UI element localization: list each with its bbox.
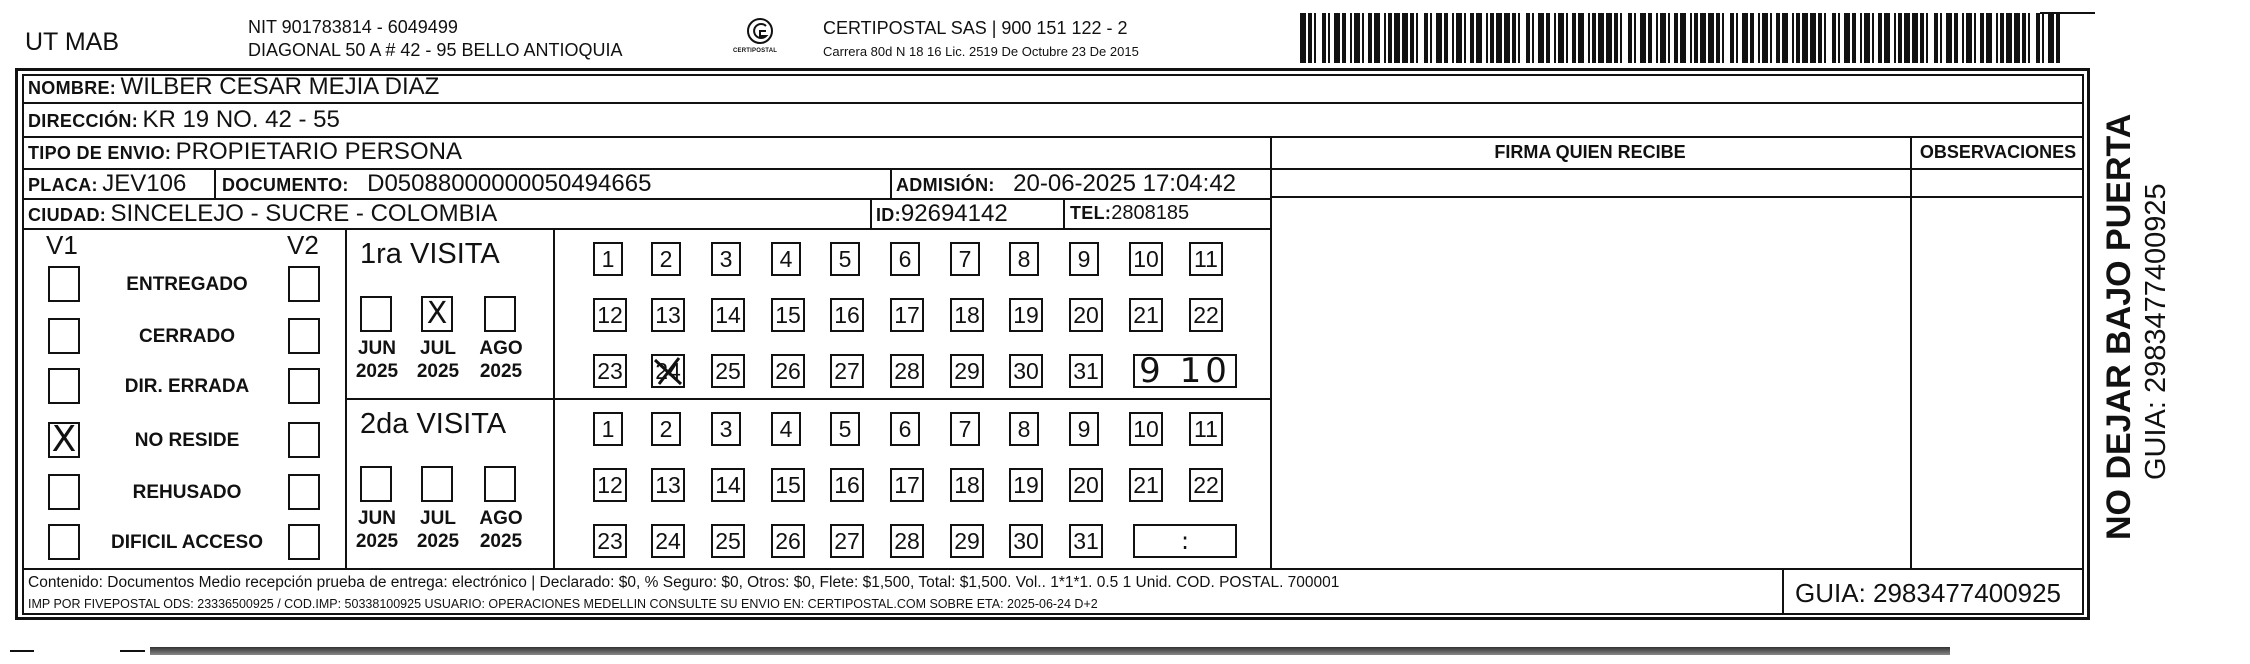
day-box[interactable]: 17: [890, 468, 924, 502]
barcode-bar: [1554, 13, 1556, 63]
barcode-bar: [1716, 13, 1720, 63]
day-box[interactable]: 5: [830, 242, 860, 276]
barcode-bar: [1852, 13, 1856, 63]
day-box[interactable]: 13: [651, 468, 685, 502]
day-box[interactable]: 15: [771, 298, 805, 332]
month-year: 2025: [479, 531, 523, 552]
barcode-bar: [1782, 13, 1788, 63]
content-line: Contenido: Documentos Medio recepción prueba de entrega: electrónico | Declarado: $0, % Seguro: $0, Otros: $0, Flete: $1,500, Total: $1,500. Vol.. 1*1*1. 0.5 1 Unid. COD. POSTAL. 700001: [28, 574, 1340, 591]
barcode-bar: [1898, 13, 1902, 63]
barcode-bar: [1954, 13, 1958, 63]
day-box[interactable]: 20: [1069, 468, 1103, 502]
barcode-bar: [1894, 13, 1896, 63]
status-option-label: CERRADO: [138, 326, 236, 347]
barcode-bar: [1572, 13, 1576, 63]
barcode-bar: [1526, 13, 1530, 63]
day-box[interactable]: 16: [830, 298, 864, 332]
day-box[interactable]: 26: [771, 354, 805, 388]
barcode-bar: [1476, 13, 1482, 63]
barcode-bar: [2000, 13, 2004, 63]
footer-guide: GUIA: 2983477400925: [1795, 578, 2061, 608]
barcode-bar: [1934, 13, 1938, 63]
barcode-bar: [1620, 13, 1622, 63]
barcode-bar: [1578, 13, 1584, 63]
barcode-bar: [1634, 13, 1636, 63]
company-nit: NIT 901783814 - 6049499: [248, 17, 458, 37]
day-box[interactable]: 27: [830, 354, 864, 388]
barcode-bar: [1708, 13, 1714, 63]
barcode-bar: [1322, 13, 1326, 63]
id-row: [876, 200, 1008, 228]
barcode-bar: [1824, 13, 1826, 63]
day-box[interactable]: 2: [651, 242, 681, 276]
barcode-bar: [1674, 13, 1678, 63]
barcode-bar: [1986, 13, 1992, 63]
day-box[interactable]: 31: [1069, 354, 1103, 388]
col-divider: [1270, 136, 1272, 568]
name-row: [28, 73, 439, 101]
month-name: JUL: [420, 508, 456, 529]
barcode-bar: [1588, 13, 1590, 63]
day-box[interactable]: 12: [593, 468, 627, 502]
signature-header: FIRMA QUIEN RECIBE: [1494, 142, 1686, 162]
day-box[interactable]: 7: [950, 412, 980, 446]
address-row: [28, 106, 340, 134]
barcode-bar: [1962, 13, 1964, 63]
plate-row: [28, 170, 186, 198]
tel-value: 2808185: [1111, 202, 1190, 224]
barcode-bar: [1362, 13, 1364, 63]
barcode-bar: [1504, 13, 1510, 63]
barcode-bar: [1444, 13, 1448, 63]
barcode-bar: [1388, 13, 1392, 63]
document-value: D05088000000050494665: [367, 170, 652, 197]
document-label: DOCUMENTO:: [222, 175, 349, 195]
status-option-label: NO RESIDE: [134, 430, 240, 451]
v2-header: V2: [287, 230, 319, 260]
day-box[interactable]: 1: [593, 242, 623, 276]
v2-checkbox[interactable]: [288, 422, 320, 458]
barcode-bar: [1334, 13, 1340, 63]
day-box[interactable]: 28: [890, 354, 924, 388]
id-label: ID:: [876, 205, 901, 225]
barcode-bar: [1350, 13, 1352, 63]
row-divider: [22, 228, 1270, 230]
barcode-bar: [1690, 13, 1692, 63]
v2-checkbox[interactable]: [288, 474, 320, 510]
day-box[interactable]: 28: [890, 524, 924, 558]
barcode-bar: [1946, 13, 1952, 63]
month-checkbox[interactable]: [484, 466, 516, 502]
month-year: 2025: [355, 361, 399, 382]
barcode-bar: [1368, 13, 1372, 63]
day-box[interactable]: 3: [711, 242, 741, 276]
edge-mark: [10, 650, 34, 652]
barcode-bar: [1966, 13, 1972, 63]
day-box[interactable]: 25: [711, 354, 745, 388]
barcode-bar: [1410, 13, 1414, 63]
month-year: 2025: [479, 361, 523, 382]
barcode-bar: [1402, 13, 1408, 63]
barcode-bar: [1538, 13, 1544, 63]
admission-row: [896, 170, 1236, 198]
barcode-bar: [1416, 13, 1418, 63]
month-year: 2025: [416, 361, 460, 382]
carrier-license: Carrera 80d N 18 16 Lic. 2519 De Octubre 23 De 2015: [823, 44, 1139, 59]
side-panel: [2100, 90, 2220, 550]
col-divider: [890, 168, 892, 198]
day-box[interactable]: 8: [1009, 412, 1039, 446]
visit-title: 2da VISITA: [360, 408, 507, 440]
day-box[interactable]: 18: [950, 298, 984, 332]
barcode-bar: [1496, 13, 1502, 63]
day-box[interactable]: 14: [711, 468, 745, 502]
logo-text: CERTIPOSTAL: [733, 48, 778, 54]
company-name: UT MAB: [25, 28, 119, 56]
barcode-bar: [1374, 13, 1380, 63]
barcode-bar: [1844, 13, 1850, 63]
barcode-bar: [1328, 13, 1330, 63]
month-checkbox[interactable]: [360, 296, 392, 332]
time-box[interactable]: :: [1133, 524, 1237, 558]
no-under-door-warning: NO DEJAR BAJO PUERTA: [2100, 113, 2138, 540]
barcode-bar: [1512, 13, 1516, 63]
barcode-bar: [1884, 13, 1890, 63]
barcode-bar: [1792, 13, 1794, 63]
barcode-bar: [1802, 13, 1808, 63]
admission-label: ADMISIÓN:: [896, 175, 995, 195]
certipostal-logo: [730, 14, 790, 62]
barcode-bar: [2022, 13, 2026, 63]
barcode-bar: [1940, 13, 1942, 63]
tel-label: TEL:: [1070, 203, 1112, 223]
barcode-bar: [1878, 13, 1882, 63]
row-divider: [22, 102, 2084, 104]
day-mark: [651, 354, 685, 393]
col-divider: [1782, 568, 1784, 615]
barcode-bar: [1742, 13, 1748, 63]
month-name: AGO: [479, 338, 523, 359]
barcode-bar: [1648, 13, 1652, 63]
col-divider: [1910, 136, 1912, 568]
month-name: JUN: [357, 508, 396, 529]
day-box[interactable]: 26: [771, 524, 805, 558]
city-value: SINCELEJO - SUCRE - COLOMBIA: [110, 200, 498, 227]
barcode-bar: [1864, 13, 1870, 63]
barcode-bar: [1758, 13, 1760, 63]
month-year: 2025: [355, 531, 399, 552]
day-box[interactable]: 9: [1069, 242, 1099, 276]
v1-header: V1: [46, 230, 78, 260]
top-rule: [2040, 12, 2095, 14]
day-box[interactable]: 5: [830, 412, 860, 446]
status-option-label: DIR. ERRADA: [124, 376, 250, 397]
barcode-bar: [1606, 13, 1612, 63]
barcode-bar: [1558, 13, 1564, 63]
barcode-bar: [1464, 13, 1466, 63]
col-divider: [1063, 198, 1065, 228]
day-box[interactable]: 11: [1189, 412, 1223, 446]
day-box[interactable]: 19: [1009, 468, 1043, 502]
barcode-bar: [1730, 13, 1734, 63]
barcode-bar: [1314, 13, 1316, 63]
barcode-bar: [2028, 13, 2030, 63]
type-label: TIPO DE ENVIO:: [28, 143, 172, 163]
day-box[interactable]: 16: [830, 468, 864, 502]
barcode-bar: [1566, 13, 1568, 63]
barcode-bar: [2042, 13, 2044, 63]
name-label: NOMBRE:: [28, 78, 117, 98]
day-box[interactable]: 10: [1129, 242, 1163, 276]
barcode-bar: [1394, 13, 1400, 63]
barcode-bar: [1736, 13, 1738, 63]
col-divider: [870, 198, 872, 228]
barcode-bar: [1598, 13, 1604, 63]
barcode-bar: [1660, 13, 1666, 63]
barcode-bar: [1308, 13, 1312, 63]
day-box[interactable]: 18: [950, 468, 984, 502]
day-box[interactable]: 12: [593, 298, 627, 332]
barcode-bar: [2048, 13, 2054, 63]
visit-title: 1ra VISITA: [360, 238, 500, 270]
day-box[interactable]: 3: [711, 412, 741, 446]
month-name: JUN: [357, 338, 396, 359]
day-box[interactable]: 9: [1069, 412, 1099, 446]
recipient-address: KR 19 NO. 42 - 55: [142, 106, 340, 133]
month-name: JUL: [420, 338, 456, 359]
day-box[interactable]: 11: [1189, 242, 1223, 276]
barcode-bar: [1354, 13, 1360, 63]
barcode: [1300, 13, 2060, 63]
observations-header: OBSERVACIONES: [1919, 142, 2077, 162]
status-option-label: REHUSADO: [132, 482, 242, 503]
plate-label: PLACA:: [28, 175, 98, 195]
day-box[interactable]: 31: [1069, 524, 1103, 558]
barcode-bar: [1668, 13, 1670, 63]
day-box[interactable]: 29: [950, 354, 984, 388]
v2-checkbox[interactable]: [288, 318, 320, 354]
v1-checkbox[interactable]: X: [48, 422, 80, 458]
barcode-bar: [1762, 13, 1768, 63]
company-address: DIAGONAL 50 A # 42 - 95 BELLO ANTIOQUIA: [248, 40, 623, 60]
barcode-bar: [1926, 13, 1928, 63]
plate-value: JEV106: [102, 170, 187, 197]
day-box[interactable]: 27: [830, 524, 864, 558]
day-box[interactable]: 23: [593, 524, 627, 558]
day-box[interactable]: 17: [890, 298, 924, 332]
barcode-bar: [1838, 13, 1840, 63]
barcode-bar: [1342, 13, 1346, 63]
status-option-label: DIFICIL ACCESO: [110, 532, 263, 553]
edge-mark: [120, 650, 145, 652]
barcode-bar: [1486, 13, 1488, 63]
barcode-bar: [1872, 13, 1874, 63]
recipient-name: WILBER CESAR MEJIA DIAZ: [120, 73, 440, 100]
day-box[interactable]: 13: [651, 298, 685, 332]
barcode-bar: [1904, 13, 1910, 63]
day-box[interactable]: 1: [593, 412, 623, 446]
day-box[interactable]: 2: [651, 412, 681, 446]
barcode-bar: [1424, 13, 1428, 63]
barcode-bar: [2056, 13, 2060, 63]
day-box[interactable]: 4: [771, 242, 801, 276]
barcode-bar: [1770, 13, 1772, 63]
barcode-bar: [1750, 13, 1754, 63]
day-box[interactable]: 7: [950, 242, 980, 276]
v2-checkbox[interactable]: [288, 524, 320, 560]
barcode-bar: [1694, 13, 1698, 63]
city-label: CIUDAD:: [28, 205, 107, 225]
month-checkbox[interactable]: [421, 466, 453, 502]
barcode-bar: [2006, 13, 2012, 63]
day-box[interactable]: 14: [711, 298, 745, 332]
barcode-bar: [2036, 13, 2040, 63]
day-box[interactable]: 4: [771, 412, 801, 446]
day-box[interactable]: 19: [1009, 298, 1043, 332]
barcode-bar: [1974, 13, 1976, 63]
barcode-bar: [1680, 13, 1686, 63]
barcode-bar: [1656, 13, 1658, 63]
day-box[interactable]: 25: [711, 524, 745, 558]
day-box[interactable]: 15: [771, 468, 805, 502]
bottom-shadow: [150, 647, 1950, 655]
v2-checkbox[interactable]: [288, 368, 320, 404]
barcode-bar: [1436, 13, 1442, 63]
shipment-type: PROPIETARIO PERSONA: [175, 138, 462, 165]
barcode-bar: [1628, 13, 1632, 63]
barcode-bar: [1810, 13, 1816, 63]
month-checkbox[interactable]: [360, 466, 392, 502]
barcode-bar: [1980, 13, 1984, 63]
day-box[interactable]: 21: [1129, 468, 1163, 502]
barcode-bar: [1700, 13, 1706, 63]
barcode-bar: [1912, 13, 1918, 63]
barcode-bar: [1546, 13, 1550, 63]
address-label: DIRECCIÓN:: [28, 111, 138, 131]
barcode-bar: [1456, 13, 1462, 63]
barcode-bar: [1722, 13, 1724, 63]
id-value: 92694142: [900, 200, 1008, 227]
type-row: [28, 138, 462, 166]
barcode-bar: [1300, 13, 1306, 63]
day-box[interactable]: 30: [1009, 354, 1043, 388]
row-divider: [22, 568, 2084, 570]
day-box[interactable]: 24: [651, 524, 685, 558]
header: [15, 10, 2105, 72]
day-box[interactable]: 8: [1009, 242, 1039, 276]
day-box[interactable]: 20: [1069, 298, 1103, 332]
row-divider: [345, 398, 1270, 400]
barcode-bar: [1430, 13, 1432, 63]
barcode-bar: [2014, 13, 2020, 63]
col-divider: [214, 168, 216, 198]
month-checkbox[interactable]: [484, 296, 516, 332]
v2-checkbox[interactable]: [288, 266, 320, 302]
month-name: AGO: [479, 508, 523, 529]
day-box[interactable]: 30: [1009, 524, 1043, 558]
barcode-bar: [1860, 13, 1862, 63]
barcode-bar: [1518, 13, 1520, 63]
barcode-bar: [1532, 13, 1534, 63]
barcode-bar: [1470, 13, 1474, 63]
city-row: [28, 200, 497, 228]
tel-row: [1070, 202, 1189, 225]
day-box[interactable]: 21: [1129, 298, 1163, 332]
barcode-bar: [1452, 13, 1454, 63]
day-box[interactable]: 23: [593, 354, 627, 388]
barcode-bar: [1592, 13, 1596, 63]
document-row: [222, 170, 651, 198]
day-box[interactable]: 6: [890, 412, 920, 446]
barcode-bar: [1832, 13, 1836, 63]
month-year: 2025: [416, 531, 460, 552]
barcode-bar: [1490, 13, 1494, 63]
barcode-bar: [1796, 13, 1800, 63]
imp-line: IMP POR FIVEPOSTAL ODS: 23336500925 / COD.IMP: 50338100925 USUARIO: OPERACIONES MEDELLIN CONSULTE SU ENVIO EN: CERTIPOSTAL.COM SOBRE ETA: 2025-06-24 D+2: [28, 597, 1098, 611]
barcode-bar: [1614, 13, 1618, 63]
day-box[interactable]: 10: [1129, 412, 1163, 446]
day-box[interactable]: 29: [950, 524, 984, 558]
day-box[interactable]: 6: [890, 242, 920, 276]
barcode-bar: [1996, 13, 1998, 63]
day-box[interactable]: 22: [1189, 468, 1223, 502]
barcode-bar: [1920, 13, 1924, 63]
barcode-bar: [1640, 13, 1646, 63]
barcode-bar: [1776, 13, 1780, 63]
row-divider: [1270, 196, 2084, 198]
month-checkbox[interactable]: X: [421, 296, 453, 332]
carrier-name: CERTIPOSTAL SAS | 900 151 122 - 2: [823, 18, 1128, 38]
side-guide: GUIA: 2983477400925: [2140, 183, 2172, 480]
barcode-bar: [1384, 13, 1386, 63]
status-option-label: ENTREGADO: [126, 274, 248, 295]
day-box[interactable]: 24: [651, 354, 685, 388]
day-box[interactable]: 22: [1189, 298, 1223, 332]
time-box[interactable]: 9 10: [1133, 354, 1237, 388]
admission-value: 20-06-2025 17:04:42: [1013, 170, 1237, 197]
barcode-bar: [1818, 13, 1822, 63]
